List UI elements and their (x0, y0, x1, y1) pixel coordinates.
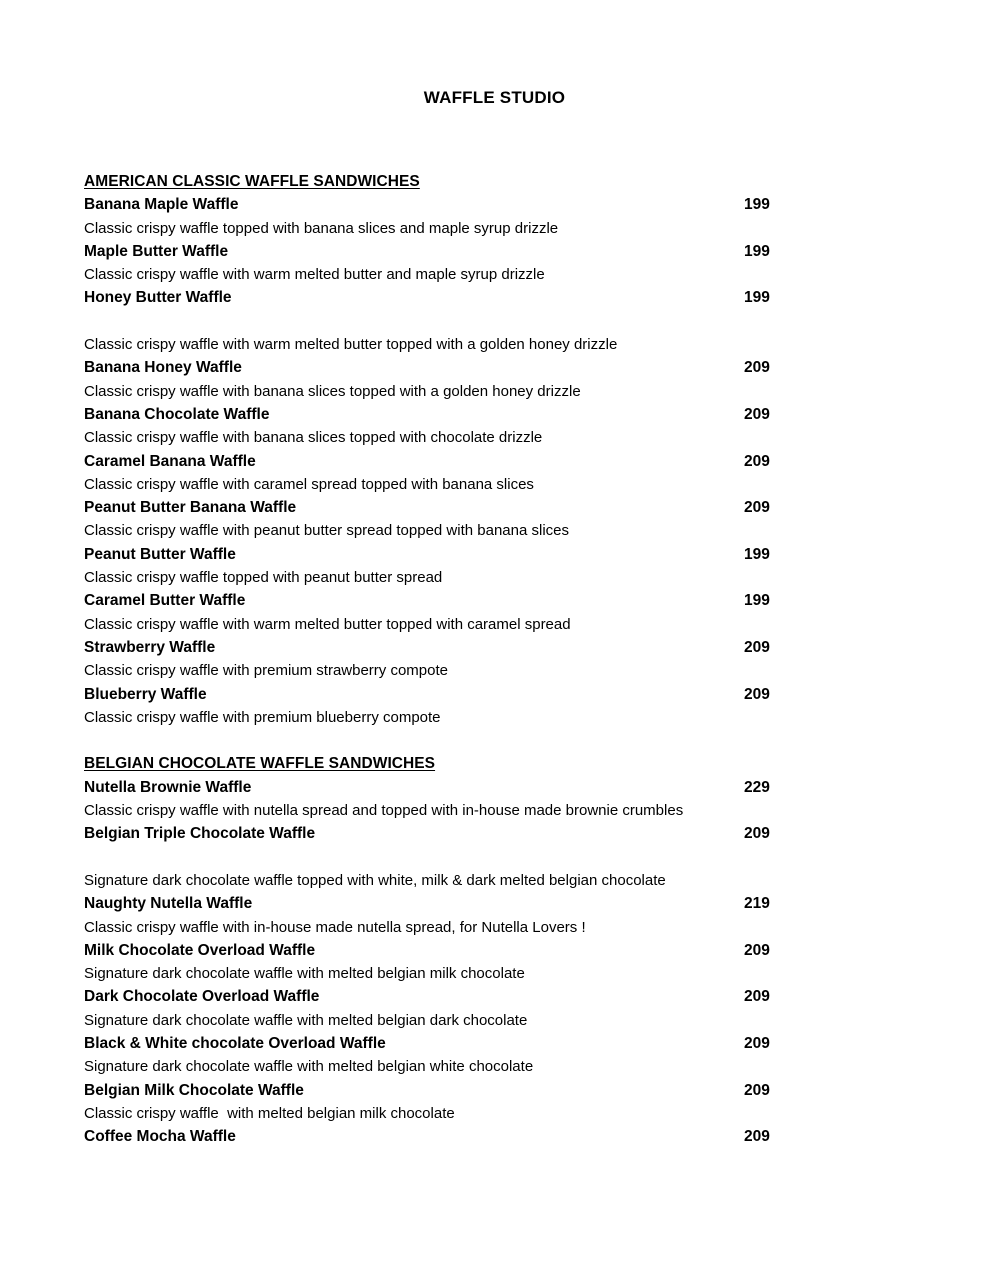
menu-item-name: Banana Honey Waffle (84, 359, 242, 377)
menu-item-row[interactable] (84, 496, 784, 519)
section-header: BELGIAN CHOCOLATE WAFFLE SANDWICHES (84, 755, 436, 773)
menu-item-price: 219 (744, 895, 770, 913)
menu-item-price: 209 (744, 452, 770, 470)
menu-item-price: 229 (744, 778, 770, 796)
menu-item-row[interactable] (84, 543, 784, 566)
menu-item-row[interactable] (84, 356, 784, 379)
menu-item-name: Banana Maple Waffle (84, 196, 239, 214)
menu-item-price: 209 (744, 1128, 770, 1146)
menu-item-price: 199 (744, 196, 770, 214)
menu-sections-container (84, 170, 784, 1148)
menu-item-price: 199 (744, 592, 770, 610)
menu-item-name: Belgian Milk Chocolate Waffle (84, 1081, 304, 1099)
menu-item-name: Coffee Mocha Waffle (84, 1128, 236, 1146)
menu-item-price: 209 (744, 1034, 770, 1052)
menu-item-description: Classic crispy waffle with caramel spread topped with banana slices (84, 475, 534, 493)
menu-item-description: Classic crispy waffle with peanut butter spread topped with banana slices (84, 522, 569, 540)
menu-item-row[interactable] (84, 1125, 784, 1148)
menu-item-row[interactable] (84, 403, 784, 426)
menu-item-row[interactable] (84, 892, 784, 915)
menu-item-row[interactable] (84, 636, 784, 659)
menu-item-row[interactable] (84, 450, 784, 473)
menu-item-description: Classic crispy waffle with nutella spread and topped with in-house made brownie crumbles (84, 802, 684, 820)
menu-item-row[interactable] (84, 286, 784, 309)
menu-item-description: Signature dark chocolate waffle with melted belgian milk chocolate (84, 965, 525, 983)
menu-item-description: Classic crispy waffle topped with peanut butter spread (84, 569, 443, 587)
menu-item-name: Strawberry Waffle (84, 638, 216, 656)
menu-item-name: Peanut Butter Waffle (84, 545, 236, 563)
menu-item-price: 199 (744, 289, 770, 307)
menu-item-description: Classic crispy waffle with banana slices topped with chocolate drizzle (84, 429, 543, 447)
menu-item-name: Dark Chocolate Overload Waffle (84, 988, 320, 1006)
menu-item-description: Classic crispy waffle with warm melted butter topped with caramel spread (84, 615, 571, 633)
menu-item-description: Classic crispy waffle with premium blueberry compote (84, 708, 441, 726)
menu-item-name: Honey Butter Waffle (84, 289, 232, 307)
menu-item-description: Signature dark chocolate waffle with melted belgian dark chocolate (84, 1011, 528, 1029)
menu-item-row[interactable] (84, 589, 784, 612)
menu-item-price: 209 (744, 685, 770, 703)
menu-item-row[interactable] (84, 985, 784, 1008)
menu-item-price: 209 (744, 405, 770, 423)
menu-item-description: Classic crispy waffle with in-house made nutella spread, for Nutella Lovers ! (84, 918, 586, 936)
menu-item-row[interactable] (84, 939, 784, 962)
menu-item-price: 209 (744, 638, 770, 656)
menu-item-name: Black & White chocolate Overload Waffle (84, 1034, 386, 1052)
section-header: AMERICAN CLASSIC WAFFLE SANDWICHES (84, 173, 420, 190)
menu-item-row[interactable] (84, 1032, 784, 1055)
menu-item-name: Caramel Butter Waffle (84, 592, 246, 610)
menu-item-description: Signature dark chocolate waffle with melted belgian white chocolate (84, 1058, 534, 1076)
menu-item-price: 209 (744, 359, 770, 377)
menu-item-name: Maple Butter Waffle (84, 242, 229, 260)
menu-item-description: Classic crispy waffle with warm melted butter and maple syrup drizzle (84, 266, 545, 284)
menu-item-price: 209 (744, 499, 770, 517)
menu-item-name: Peanut Butter Banana Waffle (84, 499, 297, 517)
menu-item-price: 209 (744, 1081, 770, 1099)
menu-item-description: Classic crispy waffle topped with banana slices and maple syrup drizzle (84, 219, 559, 237)
menu-item-name: Naughty Nutella Waffle (84, 895, 253, 913)
menu-item-row[interactable] (84, 822, 784, 845)
menu-item-name: Blueberry Waffle (84, 685, 207, 703)
menu-item-price: 209 (744, 941, 770, 959)
menu-item-row[interactable] (84, 240, 784, 263)
menu-item-name: Banana Chocolate Waffle (84, 405, 270, 423)
menu-item-row[interactable] (84, 1079, 784, 1102)
menu-item-description: Classic crispy waffle with banana slices topped with a golden honey drizzle (84, 382, 581, 400)
menu-item-name: Caramel Banana Waffle (84, 452, 256, 470)
menu-item-name: Nutella Brownie Waffle (84, 778, 252, 796)
section-spacer (84, 729, 784, 752)
menu-section (84, 752, 784, 1148)
menu-item-price: 209 (744, 988, 770, 1006)
page-title: WAFFLE STUDIO (423, 88, 566, 107)
menu-item-price: 209 (744, 825, 770, 843)
menu-item-description: Classic crispy waffle with melted belgian milk chocolate (84, 1104, 455, 1122)
menu-item-row[interactable] (84, 193, 784, 216)
menu-section (84, 170, 784, 729)
menu-item-description: Signature dark chocolate waffle topped with white, milk & dark melted belgian chocolate (84, 871, 666, 889)
menu-item-description: Classic crispy waffle with warm melted butter topped with a golden honey drizzle (84, 336, 618, 354)
menu-item-price: 199 (744, 242, 770, 260)
menu-item-row[interactable] (84, 776, 784, 799)
menu-item-name: Milk Chocolate Overload Waffle (84, 941, 316, 959)
menu-item-row[interactable] (84, 683, 784, 706)
blank-line (84, 310, 784, 333)
menu-item-name: Belgian Triple Chocolate Waffle (84, 825, 316, 843)
menu-item-price: 199 (744, 545, 770, 563)
blank-line (84, 846, 784, 869)
menu-item-description: Classic crispy waffle with premium strawberry compote (84, 662, 448, 680)
